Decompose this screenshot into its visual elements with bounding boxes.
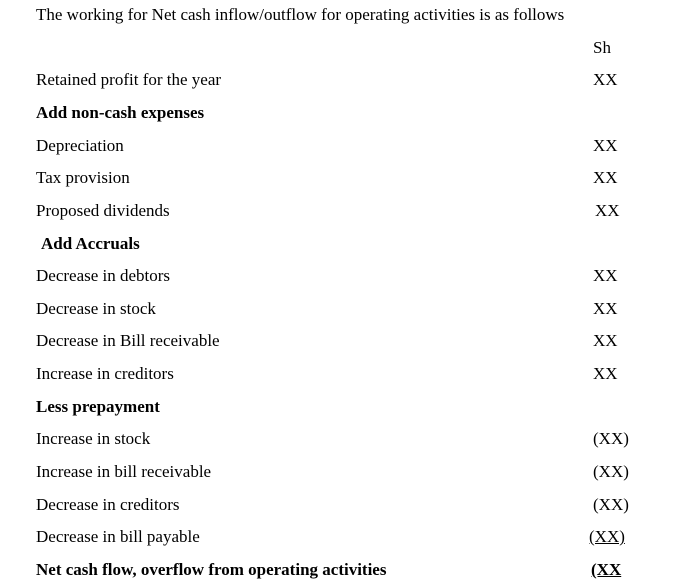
row-tax-provision	[36, 168, 676, 192]
row-amount: (XX)	[593, 462, 629, 481]
intro-text: The working for Net cash inflow/outflow for operating activities is as follows	[36, 5, 565, 24]
row-amount: XX	[593, 299, 618, 318]
row-label: Decrease in Bill receivable	[36, 331, 220, 350]
row-decrease-debtors	[36, 266, 676, 290]
row-label: Proposed dividends	[36, 201, 170, 220]
unit-header: Sh	[593, 38, 611, 57]
row-increase-creditors	[36, 364, 676, 388]
row-depreciation	[36, 136, 676, 160]
heading-add-non-cash-expenses	[36, 103, 676, 127]
row-amount: XX	[593, 331, 618, 350]
row-label: Depreciation	[36, 136, 124, 155]
row-amount: XX	[595, 201, 620, 220]
total-label: Net cash flow, overflow from operating activities	[36, 560, 387, 579]
heading-label: Add Accruals	[41, 234, 140, 253]
row-label: Decrease in debtors	[36, 266, 171, 285]
row-amount: XX	[593, 70, 618, 89]
row-increase-stock	[36, 429, 676, 453]
row-label: Increase in bill receivable	[36, 462, 212, 481]
row-decrease-bill-receivable	[36, 331, 676, 355]
row-decrease-creditors	[36, 495, 676, 519]
row-amount: (XX)	[593, 495, 629, 514]
row-amount: (XX)	[589, 527, 625, 546]
row-amount: XX	[593, 364, 618, 383]
row-amount: (XX)	[593, 429, 629, 448]
row-label: Increase in creditors	[36, 364, 174, 383]
row-label: Retained profit for the year	[36, 70, 222, 89]
heading-label: Add non-cash expenses	[36, 103, 205, 122]
heading-label: Less prepayment	[36, 397, 160, 416]
row-amount: XX	[593, 266, 618, 285]
row-decrease-stock	[36, 299, 676, 323]
total-amount: (XX	[591, 560, 622, 579]
row-decrease-bill-payable	[36, 527, 676, 551]
row-label: Decrease in creditors	[36, 495, 180, 514]
row-proposed-dividends	[36, 201, 676, 225]
row-label: Increase in stock	[36, 429, 151, 448]
row-retained-profit	[36, 70, 676, 94]
row-label: Tax provision	[36, 168, 130, 187]
heading-add-accruals	[41, 234, 681, 258]
row-amount: XX	[593, 136, 618, 155]
row-increase-bill-receivable	[36, 462, 676, 486]
row-net-cash-flow-total	[36, 560, 676, 584]
row-label: Decrease in stock	[36, 299, 156, 318]
row-label: Decrease in bill payable	[36, 527, 200, 546]
row-amount: XX	[593, 168, 618, 187]
heading-less-prepayment	[36, 397, 676, 421]
